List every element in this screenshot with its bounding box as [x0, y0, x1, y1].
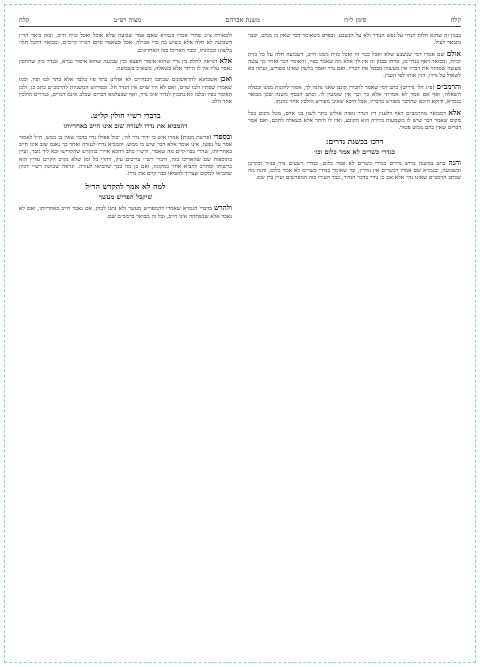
paragraph: והרמב״ם (פ״ג הל׳ נדרים) כתב דמי שאמר לחבירו קונם שאני נהנה לך, אסור ליהנות ממנו ובטלה השאלה, ואף אם אמר לא אמרתי אלא כך וכך אין שומעין לו. וכתב הכסף משנה שכן מבואר בגמרא, ודוקא היכא שהדבר מפורש בדבריו, אבל היכא שאינו מפורש הולכין אחר כוונתו.: [248, 81, 461, 106]
paragraph: אלא דנראה לחלק בין נדר שהוא איסור חפצא ובין שבועה שהוא איסור גברא, ובנדר כיון שהחפץ נאסר עליו אין לו היתר אלא בשאלה, משא״כ בשבועה.: [19, 55, 232, 73]
section-heading: בדברי רש״י חולין קל״ט.: [90, 110, 161, 120]
left-page-number: קלח: [19, 15, 30, 24]
left-section-label: מצוה רפ״ט: [113, 15, 142, 24]
paragraph-lead-word: אלא: [219, 55, 232, 65]
book-title: משנת אברהם: [225, 15, 260, 24]
section-heading: למה לא אמר להקדש הר״ל: [85, 182, 166, 192]
section-subheading: שיקבל הפריש מעשר: [98, 193, 153, 202]
page-header: [19, 13, 461, 27]
paragraph-lead-word: והנה: [448, 157, 461, 167]
paragraph-lead-word: ובספרי: [213, 131, 232, 141]
paragraph-lead-word: אולם: [446, 48, 461, 58]
right-text-column: [248, 31, 461, 653]
section-subheading: כנדרי כשרים לא אמר כלום וכו׳: [314, 147, 395, 156]
paragraph: ולכאורה צ״ב שהרי אמרו בגמרא שאם אמר שבועה שלא אוכל ואכל כזית חייב, ובזה ביאר הר״ן דשבועה לא חלה אלא כשיש בה כדי אכילה, אבל כשאמר סתם דבריו קיימים, ומבואר דהכל תלוי בלשונו ובכוונתו, וכבר האריכו בזה האחרונים.: [19, 33, 232, 54]
right-page-label: קלח: [450, 15, 461, 24]
section-heading: דרכו בכשגת נדרים:: [325, 136, 384, 146]
paragraph: ולהרש בדברי הגמרא שאמרו דהמפריש מעשר ולא נתנו לכהן, אם נאבד חייב באחריותו, ואם לא נאבד אלא שנשתהה אינו חייב, וכל זה מבואר ברמב״ם שם.: [19, 203, 232, 220]
section-subheading: דהמביא את נדרו לעזרה שוב אינו חייב באחריותו: [63, 121, 188, 130]
paragraph-lead-word: והרמב״ם: [436, 81, 461, 91]
book-page: [4, 4, 476, 663]
paragraph: בכגון זה שהוא חלות הנדר על נפש הנודר ולא על הנשבע, ובפרט כשאומר דבר שאין בו ממש, וכבר נתבאר לעיל.: [248, 33, 461, 47]
paragraph: אולם שם אמרו דמי שנשבע שלא יאכל ככר זה ואכל כזית ממנו חייב, דשבועה חלה על כל כזית וכזית, ומבואר דאף בנדר כן, ומיהו בכגון זה אין לך אלא מה שאמר בפיו, והאומר דבר ואחר כך עשה מעשה שסותר את דבריו אין מעשהו מבטל את דבריו. ואם נדר ואמר בלשון שאינו מפורש, ועתה בא לשאול על נדרו, דנין אותו לפי הענין.: [248, 48, 461, 80]
paragraph-lead-word: ולהרש: [214, 203, 232, 213]
left-text-column: [19, 31, 232, 653]
paragraph: והנה כתב במשנה בריש נדרים כנדרי כשרים לא אמר כלום, כנדרי רשעים נדר בנזיר ובקרבן ובשבועה, ובגמרא שם אמרו דכשרים אין נודרין, ומי שאומר כנדרי כשרים לא אמר כלום, והנה מה שכתב הרמב״ם שאינו נדר אלא אם כן נודר בדבר הנדור, כבר העירו בזה המפרשים ועיין ברן שם.: [248, 157, 461, 182]
paragraph-lead-word: ואכן: [220, 74, 232, 84]
paragraph: אלא דמבואר מהרמב״ם דאף דלענין דין הנדר גופיה אזלינן בתר לשון בני אדם, מכל מקום בכל מקום שאמר דבר שיש לו משמעות ברורה הוא הקובע, ואין לו היתר אלא בשאלה לחכם, ואם אמר דברים שאין בהם ממש פטור.: [248, 107, 461, 132]
paragraph: ובספרי (פרשת מטות) אמרו איש כי ידור נדר לה׳, יכול אפילו נדר בדבר שאין בו ממש, ת״ל לאסור אסר על נפשו, אינו אוסר אלא דבר שיש בו ממש. והמביא נדרו לעזרה ואחר כך נאנס שוב אינו חייב באחריותו, שהרי כבר קיים מה שאמר, ורש״י כתב דהכא איירי בהקדש שהקדישו ובא ליד גזבר, ועיין בתוספות שם שהאריכו בזה, ודברי רש״י צריכים עיון, דהרי כל זמן שלא נקרב הקרבן עדיין הוא ברשותו ומחויב להביא אחר במקומו, ואם כן מה בכך שהביאו לעזרה. ונראה שכוונת רש״י דכיון שהביאו למקום שצריך להביאו כבר קיים את נדרו.: [19, 131, 232, 178]
paragraph-lead-word: אלא: [448, 107, 461, 117]
paragraph: ואכן אשכחנא להראשונים שכתבו דבנדרים לא אזלינן בתר פיו בלבד אלא בתר לבו ופיו, וכמו שאמרו שפתיו ולבו שוים, ואם לא היו שוים אין הנדר חל. ובפירוש המשניות להרמב״ם כתב כן, ולכן האומר בפיו ובלבו לא נתכוין לנדור אינו נדר, ואף שבעלמא דברים שבלב אינם דברים, בנדרים הולכין אחר הלב.: [19, 74, 232, 106]
section-label: סימן ל״ח: [344, 15, 367, 24]
